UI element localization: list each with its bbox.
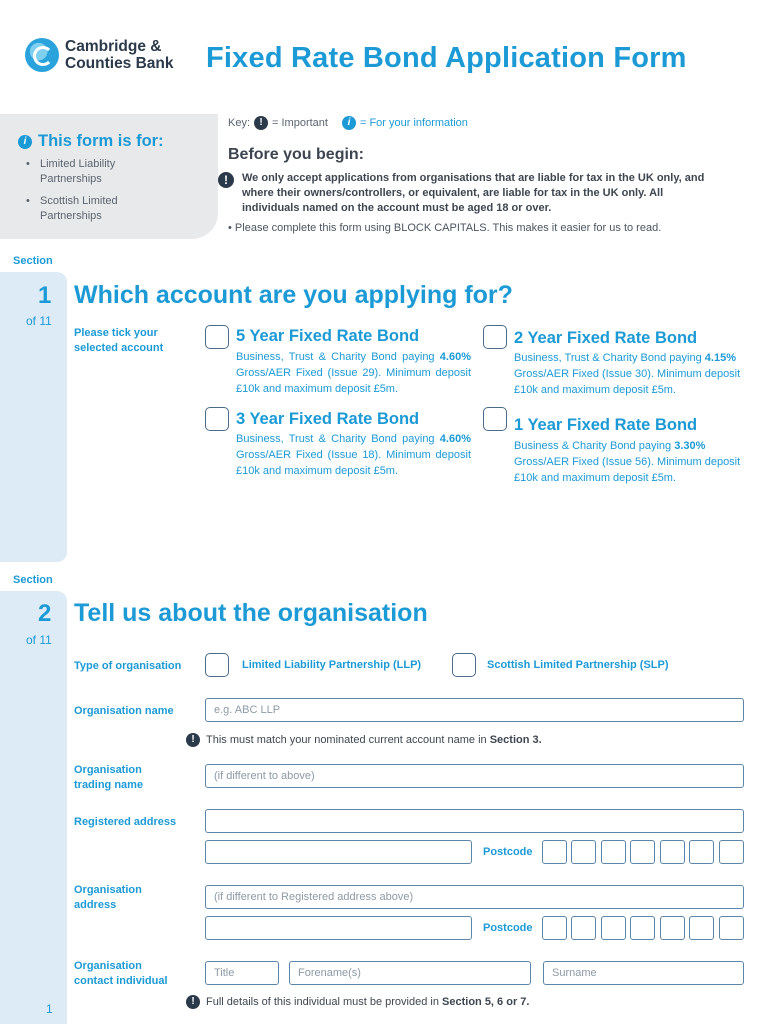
page-number: 1 xyxy=(46,1002,53,1016)
registered-postcode-box[interactable] xyxy=(630,840,655,864)
registered-address-label: Registered address xyxy=(74,816,177,828)
important-icon: ! xyxy=(254,116,268,130)
organisation-address-label: Organisation address xyxy=(74,884,142,911)
important-icon: ! xyxy=(186,733,200,747)
registered-address-line-2[interactable] xyxy=(205,840,472,864)
section-1-title: Which account are you applying for? xyxy=(74,281,513,309)
bond-title-1-year: 1 Year Fixed Rate Bond xyxy=(514,416,698,434)
postcode-label: Postcode xyxy=(483,922,533,934)
llp-label: Limited Liability Partnership (LLP) xyxy=(242,659,422,671)
bank-logo-icon xyxy=(25,38,59,72)
form-for-heading xyxy=(18,132,164,151)
key-label: Key: xyxy=(228,117,251,129)
organisation-postcode-box[interactable] xyxy=(601,916,626,940)
organisation-postcode-box[interactable] xyxy=(689,916,714,940)
contact-forename-input[interactable]: Forename(s) xyxy=(289,961,531,985)
section-2-of: of 11 xyxy=(26,633,52,647)
section-2-title: Tell us about the organisation xyxy=(74,599,428,627)
checkbox-1-year-bond[interactable] xyxy=(483,407,507,431)
bond-desc-3-year: Business, Trust & Charity Bond paying 4.60% Gross/AER Fixed (Issue 18). Minimum deposit £10k and maximum deposit £5m. xyxy=(236,433,471,477)
list-item: • Scottish Limited Partnerships xyxy=(26,194,176,224)
registered-postcode-box[interactable] xyxy=(689,840,714,864)
checkbox-2-year-bond[interactable] xyxy=(483,325,507,349)
section-1-of: of 11 xyxy=(26,314,52,328)
key-legend xyxy=(228,116,468,130)
organisation-postcode-box[interactable] xyxy=(542,916,567,940)
section-2-sidebar xyxy=(0,591,67,1024)
trading-name-input[interactable]: (if different to above) xyxy=(205,764,744,788)
bond-desc-2-year: Business, Trust & Charity Bond paying 4.15% Gross/AER Fixed (Issue 30). Minimum deposit £10k and maximum deposit £5m. xyxy=(514,352,741,396)
registered-address-line-1[interactable] xyxy=(205,809,744,833)
bond-desc-5-year: Business, Trust & Charity Bond paying 4.60% Gross/AER Fixed (Issue 29). Minimum deposit £10k and maximum deposit £5m. xyxy=(236,351,471,395)
trading-name-label: Organisation trading name xyxy=(74,764,144,791)
organisation-postcode-box[interactable] xyxy=(630,916,655,940)
checkbox-llp[interactable] xyxy=(205,653,229,677)
organisation-postcode-box[interactable] xyxy=(719,916,744,940)
bond-title-3-year: 3 Year Fixed Rate Bond xyxy=(236,410,420,428)
organisation-address-line-1[interactable]: (if different to Registered address above) xyxy=(205,885,744,909)
organisation-postcode-box[interactable] xyxy=(571,916,596,940)
section-label: Section xyxy=(13,255,53,267)
bond-desc-1-year: Business & Charity Bond paying 3.30% Gross/AER Fixed (Issue 56). Minimum deposit £10k and maximum deposit £5m. xyxy=(514,440,741,484)
organisation-postcode-box[interactable] xyxy=(660,916,685,940)
before-bullet-text: Please complete this form using BLOCK CAPITALS. This makes it easier for us to read. xyxy=(234,222,662,234)
info-icon: i xyxy=(18,135,32,149)
info-icon: i xyxy=(342,116,356,130)
important-icon: ! xyxy=(186,995,200,1009)
registered-postcode-box[interactable] xyxy=(571,840,596,864)
section-1-number: 1 xyxy=(38,282,52,309)
section-label: Section xyxy=(13,574,53,586)
before-heading: Before you begin: xyxy=(228,146,365,163)
list-item: • Limited Liability Partnerships xyxy=(26,157,176,187)
contact-title-input[interactable]: Title xyxy=(205,961,279,985)
postcode-label: Postcode xyxy=(483,846,533,858)
bond-title-2-year: 2 Year Fixed Rate Bond xyxy=(514,329,698,347)
form-for-heading-text: This form is for: xyxy=(38,132,164,150)
checkbox-slp[interactable] xyxy=(452,653,476,677)
organisation-address-line-2[interactable] xyxy=(205,916,472,940)
bank-logo-text xyxy=(65,38,174,72)
contact-individual-label: Organisation contact individual xyxy=(74,960,168,987)
before-bullet: • Please complete this form using BLOCK CAPITALS. This makes it easier for us to read. xyxy=(228,222,662,234)
registered-postcode-box[interactable] xyxy=(601,840,626,864)
note-account-name: ! This must match your nominated current account name in Section 3. xyxy=(186,733,542,747)
brand-line-1: Cambridge & xyxy=(65,38,162,55)
registered-postcode-box[interactable] xyxy=(542,840,567,864)
type-of-organisation-label: Type of organisation xyxy=(74,660,182,672)
slp-label: Scottish Limited Partnership (SLP) xyxy=(487,659,669,671)
tick-label: Please tick your selected account xyxy=(74,327,164,354)
key-important-text: = Important xyxy=(272,117,328,129)
bond-title-5-year: 5 Year Fixed Rate Bond xyxy=(236,327,420,345)
page-title: Fixed Rate Bond Application Form xyxy=(206,42,687,74)
registered-postcode-box[interactable] xyxy=(719,840,744,864)
organisation-name-label: Organisation name xyxy=(74,705,174,717)
key-info-text: = For your information xyxy=(359,117,468,129)
important-icon: ! xyxy=(218,172,234,188)
registered-postcode-box[interactable] xyxy=(660,840,685,864)
section-2-number: 2 xyxy=(38,600,52,627)
brand-line-2: Counties Bank xyxy=(65,55,174,72)
before-important-text: We only accept applications from organisations that are liable for tax in the UK only, and where their owners/controllers, or equivalent, are liable for tax in the UK only. All individuals named on the account must be aged 18 or over. xyxy=(242,172,705,214)
note-contact-details: ! Full details of this individual must be provided in Section 5, 6 or 7. xyxy=(186,995,529,1009)
contact-surname-input[interactable]: Surname xyxy=(543,961,744,985)
checkbox-5-year-bond[interactable] xyxy=(205,325,229,349)
form-for-list xyxy=(26,157,176,231)
organisation-name-input[interactable]: e.g. ABC LLP xyxy=(205,698,744,722)
checkbox-3-year-bond[interactable] xyxy=(205,407,229,431)
